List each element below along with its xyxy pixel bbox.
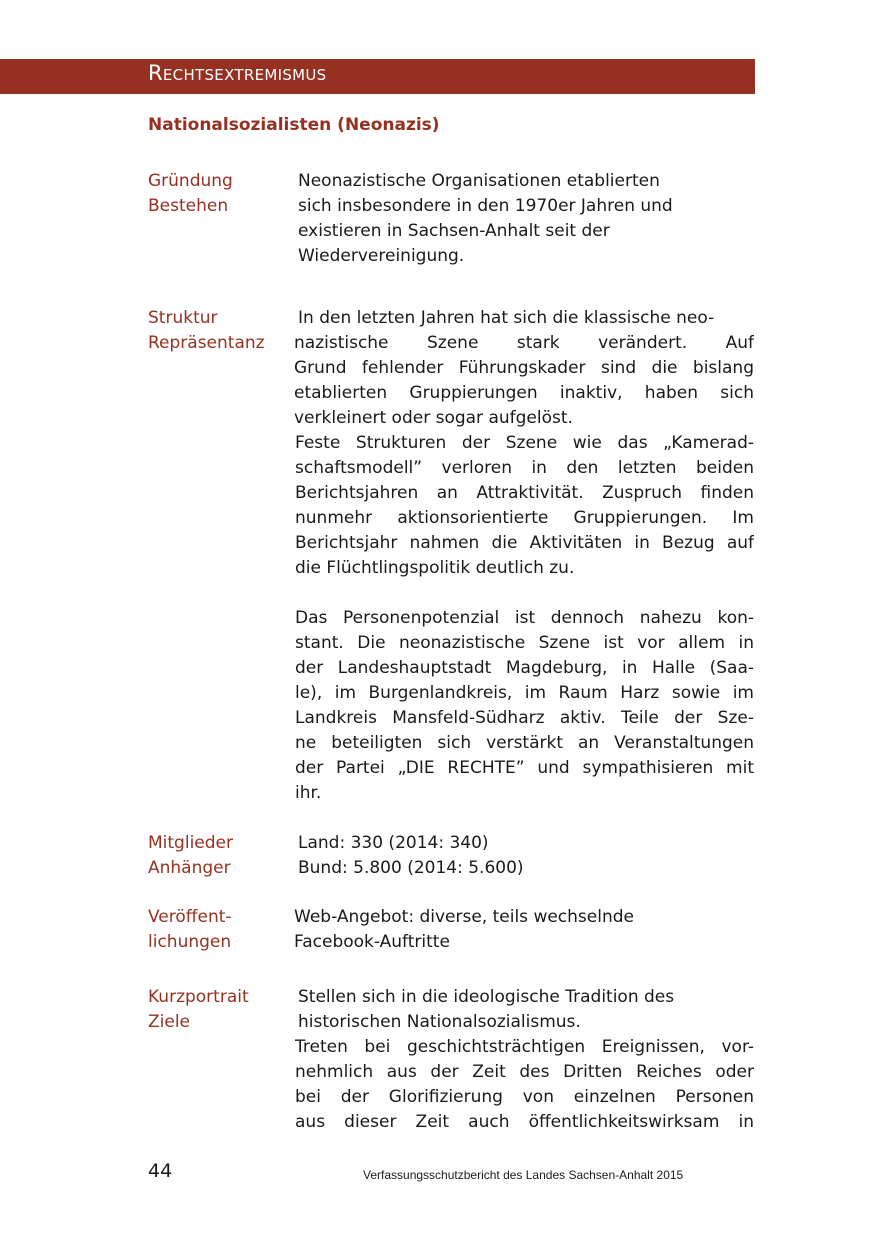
text-line: Neonazistische Organisationen etablierten (298, 171, 660, 191)
text-line: Web-Angebot: diverse, teils wechselnde (294, 907, 634, 927)
text-line: nehmlich aus der Zeit des Dritten Reiches oder (295, 1062, 754, 1082)
text-line: aus dieser Zeit auch öffentlichkeitswirksam in (295, 1112, 754, 1132)
text-line: In den letzten Jahren hat sich die klassische neo- (298, 308, 715, 328)
label-line: Kurzportrait (148, 987, 249, 1007)
text-mitglieder (298, 831, 754, 881)
label-line: Mitglieder (148, 833, 233, 853)
chapter-title: Rechtsextremismus (148, 61, 327, 85)
text-line: Facebook-Auftritte (294, 932, 450, 952)
label-line: Veröffent- (148, 907, 232, 927)
text-line: stant. Die neonazistische Szene ist vor allem in (295, 633, 754, 653)
text-line: Berichtsjahren an Attraktivität. Zuspruch finden (295, 483, 754, 503)
text-line: der Partei „DIE RECHTE” und sympathisieren mit (295, 758, 754, 778)
text-line: Das Personenpotenzial ist dennoch nahezu kon- (295, 608, 754, 628)
label-kurzportrait (148, 985, 249, 1035)
text-line: existieren in Sachsen-Anhalt seit der (298, 221, 610, 241)
text-line: ihr. (295, 783, 322, 803)
text-veroeffentlichungen (294, 905, 754, 955)
text-line: nunmehr aktionsorientierte Gruppierungen. Im (295, 508, 754, 528)
label-veroeffentlichungen (148, 905, 232, 955)
text-struktur-para2 (295, 431, 754, 581)
text-line: bei der Glorifizierung von einzelnen Personen (295, 1087, 754, 1107)
text-line: die Flüchtlingspolitik deutlich zu. (295, 558, 575, 578)
text-line: etablierten Gruppierungen inaktiv, haben sich (294, 383, 754, 403)
label-line: Bestehen (148, 196, 229, 216)
text-line: Stellen sich in die ideologische Tradition des (298, 987, 675, 1007)
text-line: ne beteiligten sich verstärkt an Veranstaltungen (295, 733, 754, 753)
label-gruendung (148, 169, 233, 219)
footer-report-title: Verfassungsschutzbericht des Landes Sachsen-Anhalt 2015 (363, 1168, 684, 1182)
text-line: der Landeshauptstadt Magdeburg, in Halle (Saa- (295, 658, 754, 678)
text-gruendung (298, 169, 754, 269)
label-line: Anhänger (148, 858, 231, 878)
text-struktur-para3 (295, 606, 754, 806)
label-struktur (148, 306, 265, 356)
text-line: Berichtsjahr nahmen die Aktivitäten in Bezug auf (295, 533, 754, 553)
text-line: Land: 330 (2014: 340) (298, 833, 489, 853)
label-mitglieder (148, 831, 233, 881)
section-heading: Nationalsozialisten (Neonazis) (148, 115, 440, 135)
text-line: Treten bei geschichtsträchtigen Ereignissen, vor- (295, 1037, 754, 1057)
label-line: Struktur (148, 308, 218, 328)
text-struktur-first-line (298, 306, 754, 331)
text-kurzportrait (298, 985, 754, 1035)
text-line: Wiedervereinigung. (298, 246, 465, 266)
label-line: Repräsentanz (148, 333, 265, 353)
text-kurzportrait-para (295, 1035, 754, 1135)
text-line: Grund fehlender Führungskader sind die bislang (294, 358, 754, 378)
text-line: Bund: 5.800 (2014: 5.600) (298, 858, 524, 878)
text-line: nazistische Szene stark verändert. Auf (294, 333, 754, 353)
label-line: Gründung (148, 171, 233, 191)
chapter-header-bar (0, 59, 755, 94)
label-line: Ziele (148, 1012, 191, 1032)
text-line: schaftsmodell” verloren in den letzten beiden (295, 458, 754, 478)
text-line: verkleinert oder sogar aufgelöst. (294, 408, 573, 428)
label-line: lichungen (148, 932, 232, 952)
text-line: sich insbesondere in den 1970er Jahren und (298, 196, 673, 216)
page-number: 44 (148, 1160, 173, 1182)
text-line: le), im Burgenlandkreis, im Raum Harz sowie im (295, 683, 754, 703)
text-line: Landkreis Mansfeld-Südharz aktiv. Teile der Sze- (295, 708, 754, 728)
text-line: Feste Strukturen der Szene wie das „Kamerad- (295, 433, 754, 453)
text-line: historischen Nationalsozialismus. (298, 1012, 581, 1032)
text-struktur-para1 (294, 331, 754, 431)
